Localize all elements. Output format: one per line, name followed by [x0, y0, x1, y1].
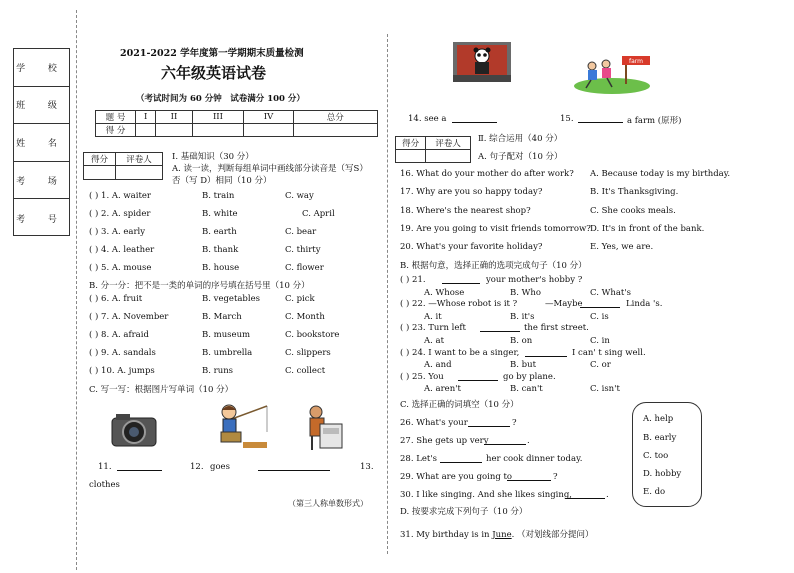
- q24-tail: I can' t sing well.: [572, 348, 646, 358]
- score-head-4: IV: [244, 111, 293, 124]
- year-title: 2021-2022 学年度第一学期期末质量检测: [120, 48, 304, 59]
- q9-c: C. slippers: [285, 348, 331, 358]
- q13-word: clothes: [89, 480, 120, 490]
- section1-title: Ⅰ. 基础知识（30 分）: [172, 152, 254, 162]
- q31: [400, 528, 594, 540]
- q21-opt-a: A. Whose: [424, 288, 465, 298]
- farm-sign-text: farm: [629, 58, 643, 65]
- exam-subtitle: （考试时间为 60 分钟 试卷满分 100 分）: [136, 94, 305, 104]
- q22: ( ) 22. —Whose robot is it ?: [400, 299, 518, 309]
- column-divider: [387, 34, 388, 554]
- farm-kids-icon: [574, 52, 652, 94]
- q1-c: C. way: [285, 191, 314, 201]
- ans-d: D. It's in front of the bank.: [590, 224, 705, 234]
- q5-c: C. flower: [285, 263, 324, 273]
- q24-opt-a: A. and: [424, 360, 452, 370]
- q21-blank[interactable]: [442, 276, 480, 284]
- bank-e: E. do: [643, 487, 666, 497]
- grader-box-2: [395, 136, 471, 163]
- partc-title: C. 写一写：根据图片写单词（10 分）: [89, 385, 234, 395]
- q31-underlined: June: [492, 530, 512, 540]
- q23-tail: the first street.: [524, 323, 589, 333]
- ans-b: B. It's Thanksgiving.: [590, 187, 679, 197]
- q25-tail: go by plane.: [503, 372, 556, 382]
- score-row-label: 得 分: [96, 124, 136, 137]
- q15-label: 15.: [560, 114, 574, 124]
- q1-b: B. train: [202, 191, 235, 201]
- q31-instruction: . （对划线部分提问）: [511, 530, 594, 540]
- q13-label: 13.: [360, 462, 374, 472]
- q5-b: B. house: [202, 263, 240, 273]
- q31-text: 31. My birthday is in: [400, 530, 493, 540]
- q3-c: C. bear: [285, 227, 317, 237]
- info-name: 姓 名: [14, 124, 69, 162]
- q28: 28. Let's: [400, 454, 438, 464]
- score-cell: [156, 124, 192, 137]
- grader-box-1: [83, 152, 163, 180]
- q26-blank[interactable]: [468, 419, 510, 427]
- q14-blank[interactable]: [452, 115, 497, 123]
- score-head-5: 总分: [293, 111, 377, 124]
- score-head-2: II: [156, 111, 192, 124]
- q6: ( ) 6. A. fruit: [89, 294, 143, 304]
- bank-c: C. too: [643, 451, 669, 461]
- q25-blank[interactable]: [458, 373, 498, 381]
- q9: ( ) 9. A. sandals: [89, 348, 156, 358]
- q29-blank[interactable]: [507, 473, 551, 481]
- q28-tail: her cook dinner today.: [486, 454, 583, 464]
- q22-blank[interactable]: [580, 300, 620, 308]
- grader-cell: [426, 150, 471, 163]
- grader-cell: [115, 166, 162, 180]
- q21: ( ) 21.: [400, 275, 426, 285]
- section1-parta-line1: A. 读一读，判断每组单词中画线部分读音是（写S）: [172, 164, 368, 174]
- q28-blank[interactable]: [440, 455, 482, 463]
- score-cell: [136, 124, 156, 137]
- q17: 17. Why are you so happy today?: [400, 187, 543, 197]
- q25-opt-b: B. can't: [510, 384, 543, 394]
- fishing-boy-icon: [215, 402, 270, 450]
- q10: ( ) 10. A. jumps: [89, 366, 155, 376]
- q8-b: B. museum: [202, 330, 251, 340]
- section1-parta-line2: 否（写 D）相同（10 分）: [172, 176, 272, 186]
- section2-title: Ⅱ. 综合运用（40 分）: [478, 134, 563, 144]
- q14-label: 14. see a: [408, 114, 447, 124]
- q25-opt-a: A. aren't: [424, 384, 461, 394]
- score-cell: [244, 124, 293, 137]
- q23-blank[interactable]: [480, 324, 520, 332]
- grader-name: 评卷人: [426, 137, 471, 150]
- q21-opt-c: C. What's: [590, 288, 631, 298]
- page-title: 六年级英语试卷: [161, 64, 267, 82]
- ans-e: E. Yes, we are.: [590, 242, 654, 252]
- q18: 18. Where's the nearest shop?: [400, 206, 531, 216]
- man-collecting-icon: [302, 404, 348, 452]
- section2-partb: B. 根据句意，选择正确的选项完成句子（10 分）: [400, 261, 587, 271]
- grader-cell: [84, 166, 116, 180]
- q2-b: B. white: [202, 209, 238, 219]
- grader-cell: [396, 150, 426, 163]
- q21-tail: your mother's hobby ?: [486, 275, 583, 285]
- q27: 27. She gets up very: [400, 436, 489, 446]
- q10-b: B. runs: [202, 366, 234, 376]
- q12-word: goes: [210, 462, 230, 472]
- score-head-3: III: [192, 111, 244, 124]
- q5: ( ) 5. A. mouse: [89, 263, 152, 273]
- q2-c: C. April: [302, 209, 335, 219]
- q26: 26. What's your: [400, 418, 468, 428]
- q23-opt-a: A. at: [424, 336, 445, 346]
- q29: 29. What are you going to: [400, 472, 513, 482]
- q7-b: B. March: [202, 312, 242, 322]
- score-head-1: I: [136, 111, 156, 124]
- q23: ( ) 23. Turn left: [400, 323, 466, 333]
- bank-a: A. help: [643, 414, 674, 424]
- q25-opt-c: C. isn't: [590, 384, 620, 394]
- q1: ( ) 1. A. waiter: [89, 191, 151, 201]
- bank-d: D. hobby: [643, 469, 682, 479]
- info-class: 班 级: [14, 87, 69, 125]
- q7: ( ) 7. A. November: [89, 312, 169, 322]
- ans-c: C. She cooks meals.: [590, 206, 676, 216]
- q15-tail: a farm (原形): [627, 116, 682, 126]
- q16: 16. What do your mother do after work?: [400, 169, 574, 179]
- q22-opt-a: A. it: [424, 312, 442, 322]
- q22-opt-b: B. it's: [510, 312, 535, 322]
- score-head-0: 题 号: [96, 111, 136, 124]
- q7-c: C. Month: [285, 312, 325, 322]
- grader-name: 评卷人: [115, 153, 162, 166]
- q12-label: 12.: [190, 462, 204, 472]
- grader-score: 得分: [396, 137, 426, 150]
- q29-tail: ?: [553, 472, 558, 482]
- section2-parta: A. 句子配对（10 分）: [478, 152, 563, 162]
- q30-blank[interactable]: [565, 491, 605, 499]
- q4-b: B. thank: [202, 245, 239, 255]
- score-cell: [192, 124, 244, 137]
- q22-maybe: —Maybe: [545, 299, 583, 309]
- q6-b: B. vegetables: [202, 294, 260, 304]
- grader-score: 得分: [84, 153, 116, 166]
- q8: ( ) 8. A. afraid: [89, 330, 149, 340]
- q12-blank[interactable]: [258, 463, 330, 471]
- score-table: [95, 110, 378, 137]
- section2-partc: C. 选择正确的词填空（10 分）: [400, 400, 519, 410]
- q21-opt-b: B. Who: [510, 288, 541, 298]
- ans-a: A. Because today is my birthday.: [590, 169, 731, 179]
- partb-title: B. 分一分：把不是一类的单词的序号填在括号里（10 分）: [89, 281, 310, 291]
- info-school: 学 校: [14, 49, 69, 87]
- section2-partd: D. 按要求完成下列句子（10 分）: [400, 507, 528, 517]
- q26-tail: ?: [512, 418, 517, 428]
- info-room: 考 场: [14, 162, 69, 200]
- third-person-note: （第三人称单数形式）: [288, 499, 368, 508]
- q11-blank[interactable]: [117, 463, 162, 471]
- q24-blank[interactable]: [525, 349, 567, 357]
- q2: ( ) 2. A. spider: [89, 209, 151, 219]
- student-info-box: [13, 48, 70, 236]
- q3: ( ) 3. A. early: [89, 227, 146, 237]
- q22-opt-c: C. is: [590, 312, 609, 322]
- q24: ( ) 24. I want to be a singer,: [400, 348, 520, 358]
- q25: ( ) 25. You: [400, 372, 444, 382]
- q10-c: C. collect: [285, 366, 326, 376]
- q15-blank[interactable]: [578, 115, 623, 123]
- q30-tail: .: [606, 490, 609, 500]
- bank-b: B. early: [643, 433, 677, 443]
- info-number: 考 号: [16, 214, 67, 225]
- q6-c: C. pick: [285, 294, 315, 304]
- q27-tail: .: [527, 436, 530, 446]
- q4-c: C. thirty: [285, 245, 321, 255]
- q3-b: B. earth: [202, 227, 237, 237]
- q24-opt-b: B. but: [510, 360, 536, 370]
- q27-blank[interactable]: [484, 437, 526, 445]
- score-cell: [293, 124, 377, 137]
- movie-screen-icon: [453, 42, 511, 82]
- q19: 19. Are you going to visit friends tomorrow?: [400, 224, 591, 234]
- q24-opt-c: C. or: [590, 360, 611, 370]
- camera-icon: [110, 410, 160, 448]
- q30: 30. I like singing. And she likes singing,: [400, 490, 572, 500]
- q20: 20. What's your favorite holiday?: [400, 242, 543, 252]
- q23-opt-b: B. on: [510, 336, 533, 346]
- q23-opt-c: C. in: [590, 336, 610, 346]
- binding-line: [76, 10, 77, 570]
- q4: ( ) 4. A. leather: [89, 245, 155, 255]
- q8-c: C. bookstore: [285, 330, 340, 340]
- q22-tail: Linda 's.: [626, 299, 663, 309]
- q9-b: B. umbrella: [202, 348, 253, 358]
- q11-label: 11.: [98, 462, 112, 472]
